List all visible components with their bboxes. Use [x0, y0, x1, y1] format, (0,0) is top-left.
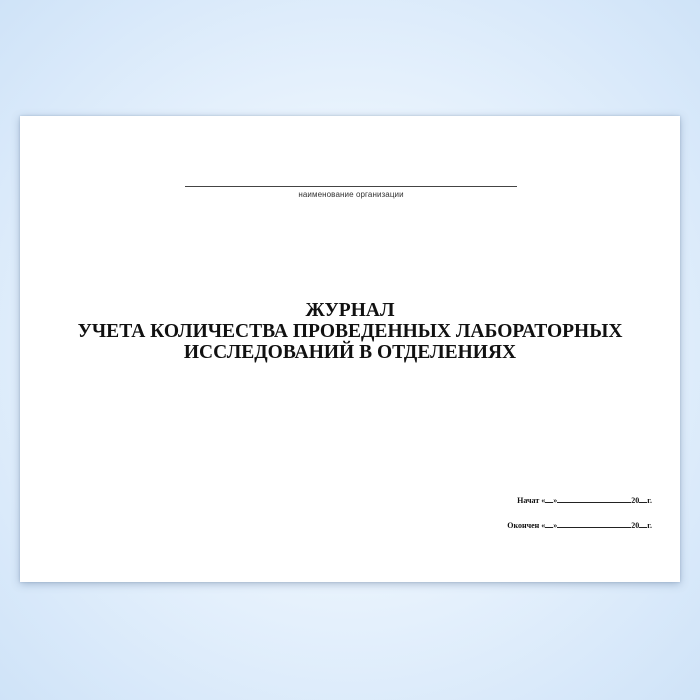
title-line-2: УЧЕТА КОЛИЧЕСТВА ПРОВЕДЕННЫХ ЛАБОРАТОРНЫХ: [77, 321, 623, 342]
title-line-1: ЖУРНАЛ: [305, 300, 395, 321]
started-month-blank: [557, 495, 631, 503]
finished-day-blank: [545, 520, 553, 528]
started-date-row: [507, 495, 652, 507]
journal-title: [20, 300, 680, 363]
finished-year-prefix: 20: [631, 521, 640, 530]
started-label: Начат «: [517, 496, 546, 505]
finished-year-blank: [639, 520, 647, 528]
started-year-prefix: 20: [631, 496, 640, 505]
organization-name-line: [185, 186, 517, 187]
journal-cover-sheet: [20, 116, 680, 582]
title-line-3: ИССЛЕДОВАНИЙ В ОТДЕЛЕНИЯХ: [183, 342, 517, 363]
organization-name-caption: наименование организации: [298, 190, 404, 199]
finished-month-blank: [557, 520, 631, 528]
finished-quote-close: »: [553, 521, 558, 530]
date-fields: [507, 495, 652, 545]
finished-date-row: [507, 520, 652, 532]
started-day-blank: [545, 495, 553, 503]
finished-label: Окончен «: [507, 521, 546, 530]
started-year-suffix: г.: [647, 496, 652, 505]
started-quote-close: »: [553, 496, 558, 505]
organization-name-field: [185, 186, 517, 199]
finished-year-suffix: г.: [647, 521, 652, 530]
started-year-blank: [639, 495, 647, 503]
